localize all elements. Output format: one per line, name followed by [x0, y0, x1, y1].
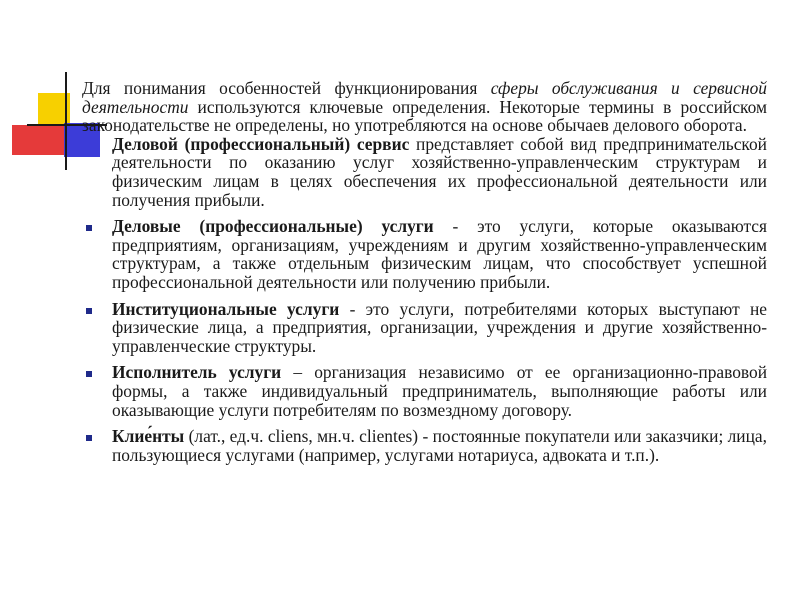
intro-text-2: используются ключевые определения. Некоторые термины в российском законодательстве не определены, но употребляются на основе обычаев делового оборота.: [82, 96, 767, 136]
definition-item: [82, 135, 767, 209]
definition-item: [82, 300, 767, 356]
definition-text: - это услуги, потребителями которых выступают не физические лица, а предприятия, организации, учреждения и другие хозяйственно-управленческие структуры.: [112, 298, 767, 356]
definition-term: Клие́нты: [112, 426, 185, 447]
definition-item: [82, 363, 767, 419]
bullet-square-icon: [86, 308, 92, 314]
bullet-square-icon: [86, 435, 92, 441]
intro-text-1: Для понимания особенностей функционирования: [82, 78, 491, 98]
definition-item: [82, 217, 767, 291]
definitions-list: [82, 135, 767, 465]
definition-text: представляет собой вид предпринимательской деятельности по оказанию услуг хозяйственно-управленческим структурам и физическим лицам в целях обеспечения их профессиональной деятельности или получения прибыли.: [112, 133, 767, 210]
intro-paragraph: [82, 79, 767, 135]
definition-term: Исполнитель услуги: [112, 362, 282, 383]
definition-term: Деловые (профессиональные) услуги: [112, 216, 434, 237]
definition-term: Институциональные услуги: [112, 298, 340, 319]
bullet-square-icon: [86, 225, 92, 231]
definition-text: - это услуги, которые оказываются предприятиям, организациям, учреждениям и другим хозяйственно-управленческим структурам, а также отдельным физическим лицам, что способствует успешной профессиональной деятельности или получению прибыли.: [112, 216, 767, 292]
decor-vertical-line: [65, 72, 67, 170]
definition-text: (лат., ед.ч. cliens, мн.ч. clientes) - постоянные покупатели или заказчики; лица, пользующиеся услугами (например, услугами нотариуса, адвоката и т.п.).: [112, 426, 767, 465]
definition-text: – организация независимо от ее организационно-правовой формы, а также индивидуальный предприниматель, выполняющие работы или оказывающие услуги потребителям по возмездному договору.: [112, 362, 767, 420]
definition-item: [82, 427, 767, 464]
decor-red-rect: [12, 125, 64, 155]
slide-content: [82, 79, 767, 464]
definition-term: Деловой (профессиональный) сервис: [112, 133, 410, 154]
intro-italic-phrase: сферы обслуживания и сервисной деятельности: [82, 78, 767, 117]
bullet-square-icon: [86, 371, 92, 377]
